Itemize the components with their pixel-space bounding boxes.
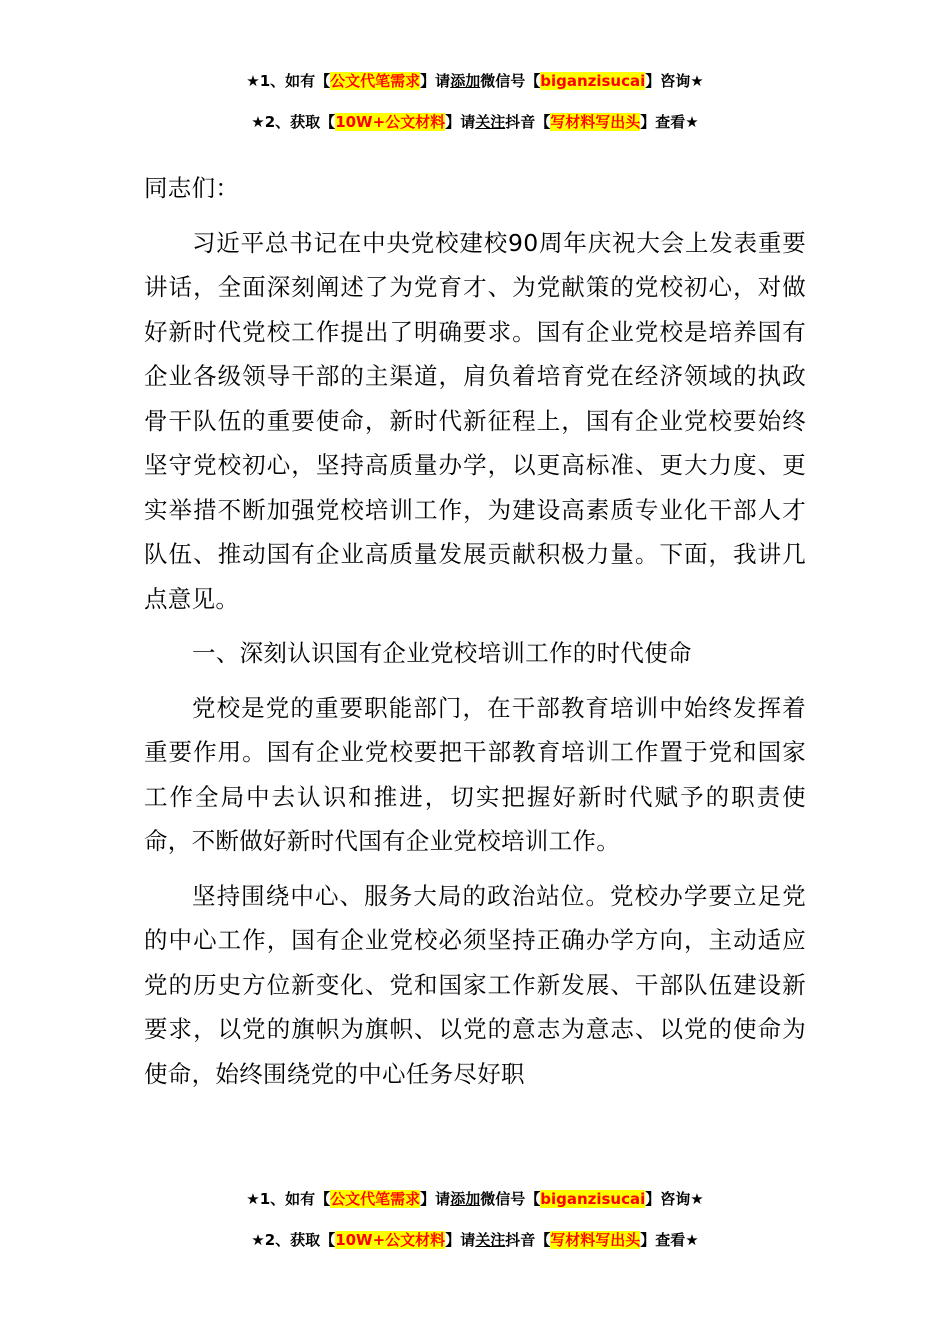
paragraph-intro: 习近平总书记在中央党校建校90周年庆祝大会上发表重要讲话，全面深刻阐述了为党育才、为党献策的党校初心，对做好新时代党校工作提出了明确要求。国有企业党校是培养国有企业各级领导干部的主渠道，肩负着培育党在经济领域的执政骨干队伍的重要使命，新时代新征程上，国有企业党校要始终坚守党校初心，坚持高质量办学，以更高标准、更大力度、更实举措不断加强党校培训工作，为建设高素质专业化干部人才队伍、推动国有企业高质量发展贡献积极力量。下面，我讲几点意见。 xyxy=(144,228,806,613)
banner-text: 】咨询★ xyxy=(645,1190,704,1208)
banner-underlined-text: 添加 xyxy=(450,1190,481,1208)
promo-banner-bottom-line1 xyxy=(0,1188,950,1210)
document-body xyxy=(144,166,806,1106)
banner-text: 】请 xyxy=(420,72,451,90)
promo-banner-bottom-line2 xyxy=(0,1229,950,1251)
banner-underlined-text: 添加 xyxy=(450,72,481,90)
banner-highlight-douyin: 写材料写出头 xyxy=(550,113,641,131)
banner-highlight-wechat-id: biganzisucai xyxy=(540,1190,646,1208)
greeting: 同志们： xyxy=(144,174,240,202)
banner-highlight: 公文代笔需求 xyxy=(330,72,421,90)
banner-text: 抖音【 xyxy=(505,1231,551,1249)
banner-highlight: 公文代笔需求 xyxy=(330,1190,421,1208)
banner-underlined-text: 关注 xyxy=(475,1231,506,1249)
banner-highlight: 10W+公文材料 xyxy=(335,113,446,131)
banner-highlight-wechat-id: biganzisucai xyxy=(540,72,646,90)
banner-text: 微信号【 xyxy=(480,1190,541,1208)
section-heading: 一、深刻认识国有企业党校培训工作的时代使命 xyxy=(192,639,692,667)
promo-banner-top-line2 xyxy=(0,111,950,133)
banner-text: ★2、获取【 xyxy=(251,113,336,131)
banner-text: 】请 xyxy=(420,1190,451,1208)
banner-text: 】请 xyxy=(445,113,476,131)
banner-text: ★1、如有【 xyxy=(246,1190,331,1208)
banner-text: 】咨询★ xyxy=(645,72,704,90)
banner-highlight: 10W+公文材料 xyxy=(335,1231,446,1249)
banner-underlined-text: 关注 xyxy=(475,113,506,131)
banner-text: 】请 xyxy=(445,1231,476,1249)
banner-text: 抖音【 xyxy=(505,113,551,131)
promo-banner-top-line1 xyxy=(0,70,950,92)
banner-text: 】查看★ xyxy=(640,1231,699,1249)
banner-highlight-douyin: 写材料写出头 xyxy=(550,1231,641,1249)
paragraph: 坚持围绕中心、服务大局的政治站位。党校办学要立足党的中心工作，国有企业党校必须坚持正确办学方向，主动适应党的历史方位新变化、党和国家工作新发展、干部队伍建设新要求，以党的旗帜为旗帜、以党的意志为意志、以党的使命为使命，始终围绕党的中心任务尽好职 xyxy=(144,881,806,1088)
banner-text: 微信号【 xyxy=(480,72,541,90)
paragraph: 党校是党的重要职能部门，在干部教育培训中始终发挥着重要作用。国有企业党校要把干部教育培训工作置于党和国家工作全局中去认识和推进，切实把握好新时代赋予的职责使命，不断做好新时代国有企业党校培训工作。 xyxy=(144,693,806,855)
banner-text: ★1、如有【 xyxy=(246,72,331,90)
banner-text: ★2、获取【 xyxy=(251,1231,336,1249)
banner-text: 】查看★ xyxy=(640,113,699,131)
